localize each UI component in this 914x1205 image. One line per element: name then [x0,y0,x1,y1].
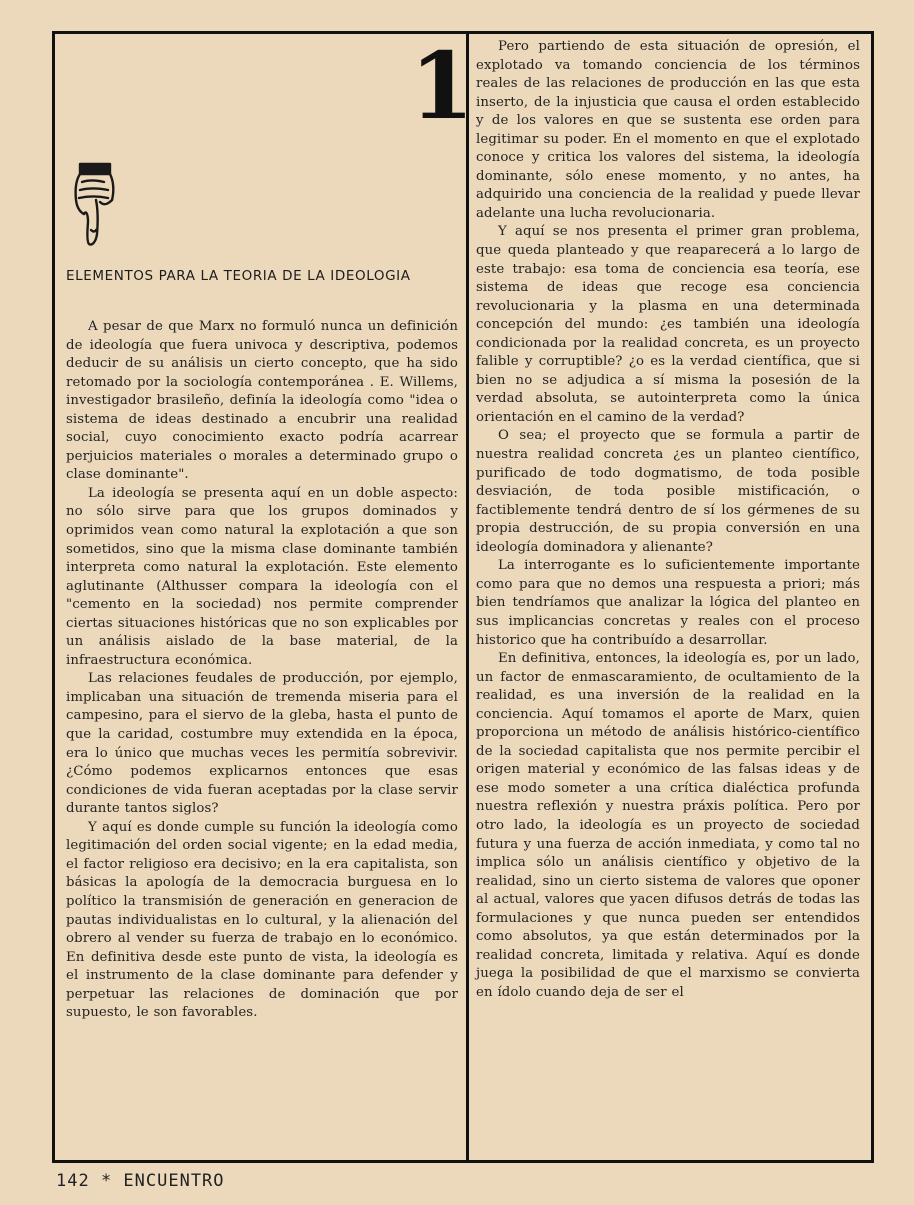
section-title: ELEMENTOS PARA LA TEORIA DE LA IDEOLOGIA [66,268,411,284]
left-column [66,318,458,1023]
paragraph: Y aquí es donde cumple su función la ideología como legitimación del orden social vigente; en la edad media, el factor religioso era decisivo; en la era capitalista, son básicas la apología de la democracia burguesa en lo político la transmisión de generación en generacion de pautas individualistas en lo cultural, y la alienación del obrero al vender su fuerza de trabajo en lo económico. En definitiva desde este punto de vista, la ideología es el instrumento de la clase dominante para defender y perpetuar las relaciones de dominación que por supuesto, le son favorables. [66,819,458,1021]
paragraph: Pero partiendo de esta situación de opresión, el explotado va tomando conciencia de los términos reales de las relaciones de producción en las que esta inserto, de la injusticia que causa el orden establecido y de los valores en que se sustenta ese orden para legitimar su poder. En el momento en que el explotado conoce y critica los valores del sistema, la ideología dominante, sólo enese momento, y no antes, ha adquirido una conciencia de la realidad y puede llevar adelante una lucha revolucionaria. [476,39,860,221]
chapter-number: 1 [410,32,475,140]
pointing-hand-icon [70,160,118,250]
paragraph: Y aquí se nos presenta el primer gran problema, que queda planteado y que reaparecerá a lo largo de este trabajo: esa toma de conciencia esa teoría, ese sistema de ideas que recoge esa conciencia revolucionaria y la plasma en una determinada concepción del mundo: ¿es también una ideología condicionada por la realidad concreta, es un proyecto falible y corruptible? ¿o es la verdad científica, que si bien no se adjudica a sí misma la posesión de la verdad absoluta, se autointerpreta como la única orientación en el camino de la verdad? [476,224,860,425]
paragraph: O sea; el proyecto que se formula a partir de nuestra realidad concreta ¿es un planteo científico, purificado de todo dogmatismo, de toda posible desviación, de toda posible mistificación, o factiblemente tendrá dentro de sí los gérmenes de su propia destrucción, de su propia conversión en una ideología dominadora y alienante? [476,428,860,555]
paragraph: La ideología se presenta aquí en un doble aspecto: no sólo sirve para que los grupos dominados y oprimidos vean como natural la explotación a que son sometidos, sino que la misma clase dominante también interpreta como natural la explotación. Este elemento aglutinante (Althusser compara la ideología con el "cemento en la sociedad) nos permite comprender ciertas situaciones históricas que no son explicables por un análisis aislado de la base material, de la infraestructura económica. [66,485,458,668]
paragraph: En definitiva, entonces, la ideología es, por un lado, un factor de enmascaramiento, de ocultamiento de la realidad, es una inversión de la realidad en la conciencia. Aquí tomamos el aporte de Marx, quien proporciona un método de análisis histórico-científico de la sociedad capitalista que nos permite percibir el origen material y económico de las falsas ideas y de ese modo someter a una crítica dialéctica profunda nuestra reflexión y nuestra práxis política. Pero por otro lado, la ideología es un proyecto de sociedad futura y una fuerza de acción inmediata, y como tal no implica sólo un análisis científico y objetivo de la realidad, sino un cierto sistema de valores que oponer al actual, valores que yacen difusos detrás de todas las formulaciones y que nunca pueden ser entendidos como absolutos, ya que están determinados por la realidad concreta, limitada y relativa. Aquí es donde juega la posibilidad de que el marxismo se convierta en ídolo cuando deja de ser el [476,651,860,1000]
paragraph: La interrogante es lo suficientemente importante como para que no demos una respuesta a priori; más bien tendríamos que analizar la lógica del planteo en sus implicancias concretas y reales con el proceso historico que ha contribuído a desarrollar. [476,558,860,648]
paragraph: Las relaciones feudales de producción, por ejemplo, implicaban una situación de tremenda miseria para el campesino, para el siervo de la gleba, hasta el punto de que la caridad, costumbre muy extendida en la época, era lo único que muchas veces les permitía sobrevivir. ¿Cómo podemos explicarnos entonces que esas condiciones de vida fueran aceptadas por la clase servir durante tantos siglos? [66,671,458,817]
paragraph: A pesar de que Marx no formuló nunca un definición de ideología que fuera univoca y descriptiva, podemos deducir de su análisis un cierto concepto, que ha sido retomado por la sociología contemporánea . E. Willems, investigador brasileño, definía la ideología como "idea o sistema de ideas destinado a encubrir una realidad social, cuyo conocimiento exacto podría acarrear perjuicios materiales o morales a determinado grupo o clase dominante". [66,319,458,483]
page-footer: 142 * ENCUENTRO [56,1171,225,1191]
column-divider [466,31,469,1163]
right-column [476,38,860,1002]
